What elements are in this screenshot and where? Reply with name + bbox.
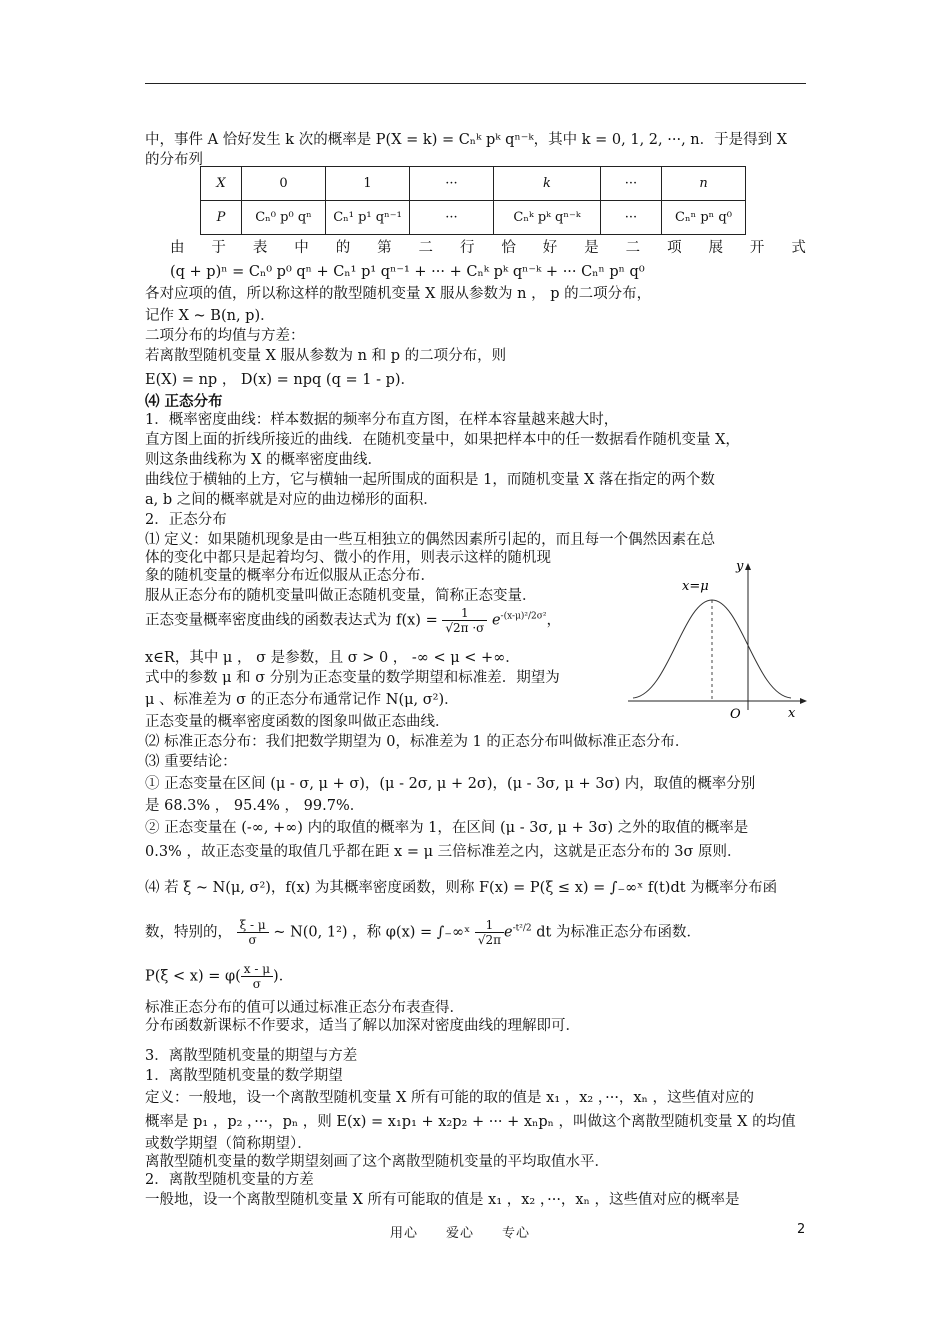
x-axis-arrow bbox=[800, 698, 807, 704]
text-line: 则这条曲线称为 X 的概率密度曲线． bbox=[145, 452, 383, 468]
page-footer: 用心 爱心 专心 bbox=[390, 1226, 531, 1241]
table-cell: Cₙ⁰ p⁰ qⁿ bbox=[242, 201, 326, 235]
justified-line: 由 于 表 中 的 第 二 行 恰 好 是 二 项 展 开 式 bbox=[170, 240, 806, 256]
table-cell: ··· bbox=[601, 167, 662, 201]
text-line: 的分布列 bbox=[145, 152, 203, 168]
table-cell: Cₙ¹ p¹ qⁿ⁻¹ bbox=[326, 201, 410, 235]
text-line: ② 正态变量在 (-∞, +∞) 内的取值的概率为 1，在区间 (μ - 3σ, μ + 3σ) 之外的取值的概率是 bbox=[145, 820, 749, 836]
formula-line: P(ξ < x) = φ( $\frac{x - \mu}{\sigma}$ )． bbox=[145, 962, 294, 991]
text-line: 各对应项的值，所以称这样的散型随机变量 X 服从参数为 n ， p 的二项分布， bbox=[145, 286, 652, 302]
text-line: ⑵ 标准正态分布：我们把数学期望为 0，标准差为 1 的正态分布叫做标准正态分布． bbox=[145, 734, 690, 750]
formula-line: E(X) = np ， D(x) = npq (q = 1 - p)． bbox=[145, 372, 416, 388]
text-line: 概率是 p₁ ，p₂ ，···，pₙ ，则 E(x) = x₁p₁ + x₂p₂ + ··· + xₙpₙ ，叫做这个离散型随机变量 X 的均值 bbox=[145, 1114, 796, 1130]
text-line: 2．离散型随机变量的方差 bbox=[145, 1172, 314, 1188]
text-line: 定义：一般地，设一个离散型随机变量 X 所有可能的取的值是 x₁ ，x₂ ，···，xₙ ，这些值对应的 bbox=[145, 1090, 754, 1106]
header-rule bbox=[145, 83, 806, 84]
y-axis-label: y bbox=[736, 560, 744, 574]
xi-fraction: $\frac{\xi - \mu}{\sigma}$ bbox=[237, 918, 269, 947]
text-line: 分布函数新课标不作要求，适当了解以加深对密度曲线的理解即可． bbox=[145, 1018, 580, 1034]
text-line: 象的随机变量的概率分布近似服从正态分布． bbox=[145, 568, 435, 584]
table-cell: 0 bbox=[242, 167, 326, 201]
text-line: 二项分布的均值与方差： bbox=[145, 328, 305, 344]
text-line: 是 68.3% ， 95.4% ， 99.7%． bbox=[145, 798, 365, 814]
table-cell: ··· bbox=[410, 201, 494, 235]
text-line: 记作 X ~ B(n, p)． bbox=[145, 308, 275, 324]
text-line: 或数学期望（简称期望）． bbox=[145, 1136, 312, 1152]
phi-fraction: $\frac{1}{√2\pi}$ bbox=[475, 918, 504, 947]
text-line: ⑶ 重要结论： bbox=[145, 754, 237, 770]
formula-line: 数，特别的， $\frac{\xi - \mu}{\sigma}$ ~ N(0, 1²) ，称 φ(x) = ∫₋∞ˣ $\frac{1}{√2\pi}$ $e^{-t^2/2}$ dt 为标准正态分布函数． bbox=[145, 918, 701, 947]
page-number: 2 bbox=[797, 1222, 806, 1237]
normal-curve-figure bbox=[628, 560, 808, 720]
text-line: ⑷ 若 ξ ~ N(μ, σ²)，f(x) 为其概率密度函数，则称 F(x) = P(ξ ≤ x) = ∫₋∞ˣ f(t)dt 为概率分布函 bbox=[145, 880, 778, 896]
origin-label: O bbox=[730, 707, 741, 720]
text-line: 正态变量的概率密度函数的图象叫做正态曲线． bbox=[145, 714, 450, 730]
text-line: 服从正态分布的随机变量叫做正态随机变量，简称正态变量． bbox=[145, 588, 537, 604]
text-line: a, b 之间的概率就是对应的曲边梯形的面积． bbox=[145, 492, 438, 508]
text-line: 直方图上面的折线所接近的曲线．在随机变量中，如果把样本中的任一数据看作随机变量 X， bbox=[145, 432, 740, 448]
table-cell: n bbox=[662, 167, 746, 201]
p-fraction: $\frac{x - \mu}{\sigma}$ bbox=[241, 962, 273, 991]
text-line: 1．概率密度曲线：样本数据的频率分布直方图，在样本容量越来越大时， bbox=[145, 412, 619, 428]
table-cell: 1 bbox=[326, 167, 410, 201]
text-line: μ 、标准差为 σ 的正态分布通常记作 N(μ, σ²)． bbox=[145, 692, 459, 708]
text-line: 3．离散型随机变量的期望与方差 bbox=[145, 1048, 358, 1064]
text-line: ① 正态变量在区间 (μ - σ, μ + σ)，(μ - 2σ, μ + 2σ)，(μ - 3σ, μ + 3σ) 内，取值的概率分别 bbox=[145, 776, 756, 792]
text-line: 若离散型随机变量 X 服从参数为 n 和 p 的二项分布，则 bbox=[145, 348, 507, 364]
mean-label: x=μ bbox=[682, 579, 709, 594]
section-heading: ⑷ 正态分布 bbox=[145, 394, 223, 410]
text-line: 式中的参数 μ 和 σ 分别为正态变量的数学期望和标准差．期望为 bbox=[145, 670, 560, 686]
table-cell: P bbox=[201, 201, 242, 235]
pdf-fraction: $\frac{1}{√2\pi \cdot\sigma}$ bbox=[442, 606, 487, 635]
distribution-table bbox=[200, 166, 746, 235]
text-line: 离散型随机变量的数学期望刻画了这个离散型随机变量的平均取值水平． bbox=[145, 1154, 609, 1170]
table-cell: k bbox=[494, 167, 601, 201]
table-cell: ··· bbox=[601, 201, 662, 235]
text-line: 0.3% ，故正态变量的取值几乎都在距 x = μ 三倍标准差之内，这就是正态分布的 3σ 原则． bbox=[145, 844, 742, 860]
text-line: 体的变化中都只是起着均匀、微小的作用，则表示这样的随机现 bbox=[145, 550, 551, 566]
y-axis-arrow bbox=[745, 563, 751, 570]
table-row bbox=[201, 201, 746, 235]
table-cell: X bbox=[201, 167, 242, 201]
formula-line: (q + p)ⁿ = Cₙ⁰ p⁰ qⁿ + Cₙ¹ p¹ qⁿ⁻¹ + ··· + Cₙᵏ pᵏ qⁿ⁻ᵏ + ··· Cₙⁿ pⁿ q⁰ bbox=[170, 264, 645, 280]
x-axis-label: x bbox=[788, 706, 796, 720]
table-cell: Cₙⁿ pⁿ q⁰ bbox=[662, 201, 746, 235]
text-line: ⑴ 定义：如果随机现象是由一些互相独立的偶然因素所引起的，而且每一个偶然因素在总 bbox=[145, 532, 716, 548]
table-cell: Cₙᵏ pᵏ qⁿ⁻ᵏ bbox=[494, 201, 601, 235]
text-line: 2．正态分布 bbox=[145, 512, 227, 528]
text-line: 一般地，设一个离散型随机变量 X 所有可能取的值是 x₁ ，x₂ ，···，xₙ ，这些值对应的概率是 bbox=[145, 1192, 740, 1208]
text-line: 中，事件 A 恰好发生 k 次的概率是 P(X = k) = Cₙᵏ pᵏ qⁿ⁻ᵏ，其中 k = 0, 1, 2, ···, n．于是得到 X bbox=[145, 132, 788, 148]
text-line: x∈R，其中 μ ， σ 是参数，且 σ > 0 ， -∞ < μ < +∞． bbox=[145, 650, 520, 666]
pdf-formula-line: 正态变量概率密度曲线的函数表达式为 f(x) = $\frac{1}{√2\pi \cdot\sigma}$ $e^{-(x-\mu)^2/2\sigma^2}$， bbox=[145, 606, 562, 635]
text-line: 标准正态分布的值可以通过标准正态分布表查得． bbox=[145, 1000, 464, 1016]
table-row bbox=[201, 167, 746, 201]
table-cell: ··· bbox=[410, 167, 494, 201]
text-line: 1．离散型随机变量的数学期望 bbox=[145, 1068, 343, 1084]
text-line: 曲线位于横轴的上方，它与横轴一起所围成的面积是 1，而随机变量 X 落在指定的两个数 bbox=[145, 472, 715, 488]
